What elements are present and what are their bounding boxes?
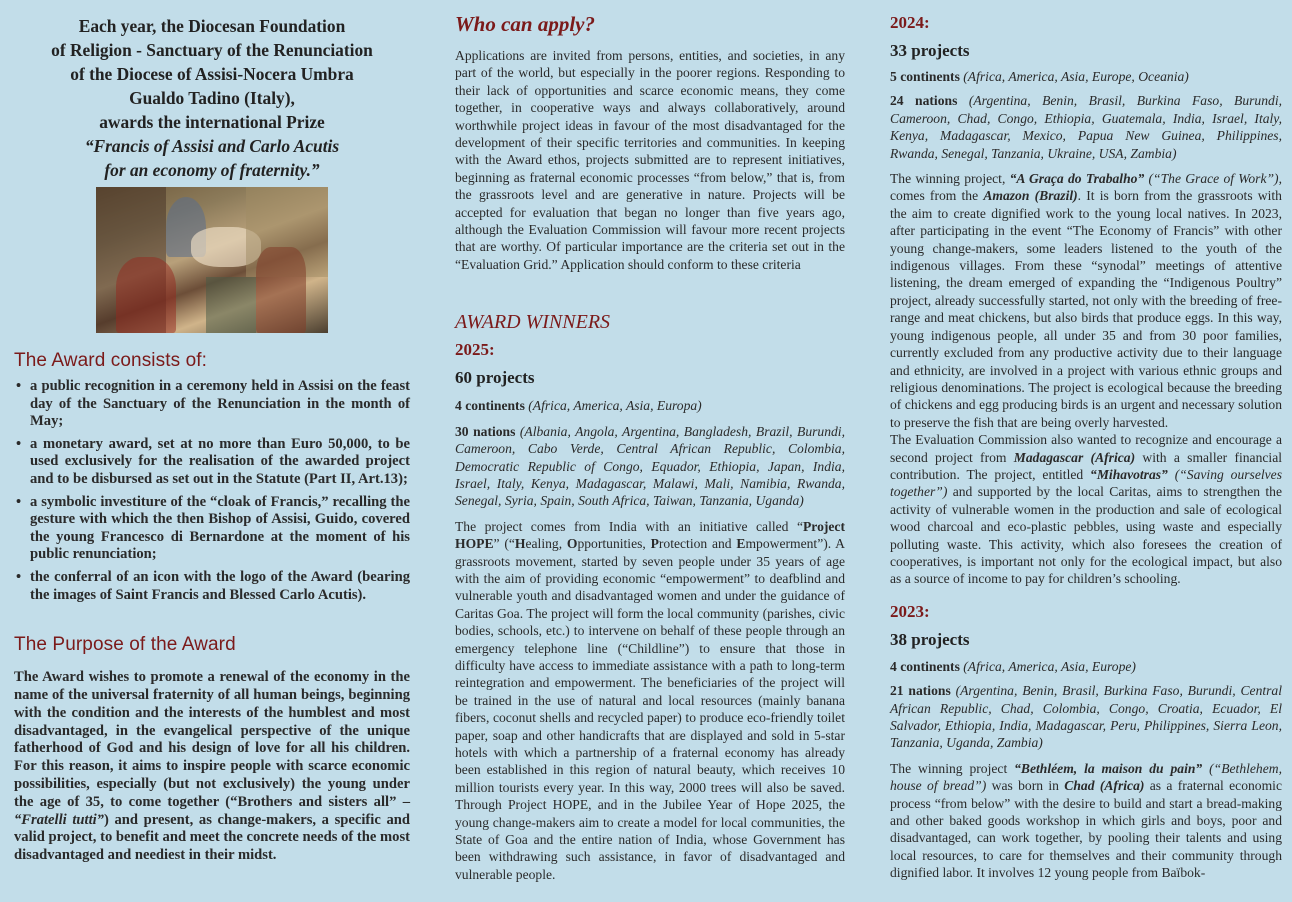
second-project-2024-text: The Evaluation Commission also wanted to recognize and encourage a second project from Madagascar (Africa) with a smaller financial contribution. The project, entitled “Mihavotras” (“Saving ourselves together”) and supported by the local Caritas, aims to strengthen the activity of vulnerable women in the production and sale of ecological wood charcoal and eco-plastic pebbles, using waste and especially polluting waste. This activity, which also foresees the creation of cooperatives, is important not only for the ecological impact, but also as a source of income to pay for children’s schooling. bbox=[890, 432, 1282, 587]
who-can-apply-heading: Who can apply? bbox=[455, 12, 596, 36]
nations-2023: 21 nations (Argentina, Benin, Brasil, Burkina Faso, Burundi, Central African Republic, Chad, Colombia, Congo, Croatia, Ecuador, El Salvador, Ethiopia, India, Madagascar, Peru, Philippines, Sierra Leon, Tanzania, Uganda, Zambia) bbox=[890, 683, 1283, 751]
intro-line: of Religion - Sanctuary of the Renunciation bbox=[51, 40, 373, 60]
projects-count-2024: 33 projects bbox=[890, 41, 970, 60]
prize-name-line: for an economy of fraternity.” bbox=[104, 160, 320, 180]
projects-count-2023: 38 projects bbox=[890, 629, 970, 649]
list-item: • a monetary award, set at no more than Euro 50,000, to be used exclusively for the realisation of the awarded project and to be disbursed as set out in the Statute (Part II, Art.13); bbox=[16, 435, 410, 487]
list-item: • a symbolic investiture of the “cloak of Francis,” recalling the gesture with which the then Bishop of Assisi, Guido, covered the young Francesco di Bernardone at the moment of his public renunciation; bbox=[16, 493, 410, 563]
nations-2024: 24 nations (Argentina, Benin, Brasil, Burkina Faso, Burundi, Cameroon, Chad, Congo, Ethiopia, Guatemala, India, Israel, Italy, Kenya, Madagascar, Mexico, Papua New Guinea, Philippines, Rwanda, Senegal, Tanzania, Ukraine, USA, Zambia) bbox=[890, 93, 1283, 161]
project-hope-text: The project comes from India with an initiative called “Project HOPE” (“Healing, Opportunities, Protection and Empowerment”). A grassroots movement, started by seven people under 35 years of age with the aim of providing economic “empowerment” to deafblind and vulnerable youth and disadvantaged women and under the guidance of Caritas Goa. The project will form the local community (parishes, civic bodies, schools, etc.) to intervene on behalf of these people through an emergency telephone line (“Childline”) to ensure that those in difficulty have access to immediate assistance with a path to long-term reintegration and empowerment. The beneficiaries of the project will be trained in the use of natural and local resources (mainly banana fibers, coconut shells and recycled paper) to produce eco-friendly toilet paper, soap and other handicrafts that are displayed and sold in 5-star hotels with which a partnership of a fraternal economy has already been established in this region of natural beauty, which receives 10 million tourists every year. In this way, 2000 trees will also be saved. Through Project HOPE, and in the Jubilee Year of Hope 2025, the young change-makers aim to create a model for local communities, the State of Goa and the entire nation of India, whose Government has been withdrawing such assistance, in favor of disadvantaged and vulnerable people. bbox=[455, 518, 845, 882]
intro-heading bbox=[14, 14, 410, 182]
middle-column bbox=[455, 0, 845, 883]
purpose-text: The Award wishes to promote a renewal of the economy in the name of the universal fraternity of all human beings, beginning with the condition and the interests of the humblest and most disadvantaged, in the evangelical perspective of the unique fatherhood of God and his design of love for all his children. For this reason, it aims to inspire people with scarce economic possibilities, especially (but not exclusively) the young under the age of 35, to come together (“Brothers and sisters all” – “Fratelli tutti”) and present, as change-makers, a specific and valid project, to benefit and meet the concrete needs of the most disadvantaged and neediest in their midst. bbox=[14, 669, 410, 864]
nations-2025: 30 nations (Albania, Angola, Argentina, Bangladesh, Brazil, Burundi, Cameroon, Cabo Verde, Central African Republic, Colombia, Democratic Republic of Congo, Equador, Ethiopia, Japan, India, Israel, Italy, Kenya, Madagascar, Malawi, Mali, Namibia, Rwanda, Senegal, Syria, Spain, South Africa, Taiwan, Tanzania, Uganda) bbox=[455, 423, 845, 509]
intro-line: Each year, the Diocesan Foundation bbox=[78, 16, 346, 36]
continents-2024: 5 continents (Africa, America, Asia, Europe, Oceania) bbox=[890, 69, 1189, 84]
continents-2023: 4 continents (Africa, America, Asia, Europe) bbox=[890, 658, 1136, 674]
list-item: • a public recognition in a ceremony held in Assisi on the feast day of the Sanctuary of the Renunciation in the month of May; bbox=[16, 378, 410, 430]
prize-name-line: “Francis of Assisi and Carlo Acutis bbox=[84, 136, 340, 156]
intro-line: awards the international Prize bbox=[99, 112, 325, 132]
left-column bbox=[14, 0, 410, 865]
list-item: • the conferral of an icon with the logo of the Award (bearing the images of Saint Francis and Blessed Carlo Acutis). bbox=[16, 568, 410, 603]
year-2023: 2023: bbox=[890, 601, 930, 621]
winner-2024-text: The winning project, “A Graça do Trabalho” (“The Grace of Work”), comes from the Amazon (Brazil). It is born from the grassroots with the aim to create dignified work to the young local natives. In 2023, after participating in the event “The Economy of Francis” with other young change-makers, some leaders listened to the youth of the indigenous villages. From these “synodal” meetings of attentive listening, the dream emerged of expanding the “Indigenous Poultry” project, already successfully started, not only with the breeding of free-range and meat chickens, but also birds that produce eggs. In this way, young indigenous people, all under 35 and from 30 poor families, currently excluded from any productive activity due to their language and ethnicity, are involved in a project with various ethnic groups and religious denominations. The project is ecological because the breeding of chickens and egg producing birds is an urgent and necessary solution to preserve the fish that are being overly harvested. bbox=[890, 171, 1282, 430]
continents-2025: 4 continents (Africa, America, Asia, Europa) bbox=[455, 398, 702, 414]
winner-2023-text: The winning project “Bethléem, la maison du pain” (“Bethlehem, house of bread”) was born in Chad (Africa) as a fraternal economic process “from below” with the desire to build and start a bread-making and other baked goods workshop in which girls and boys, poor and disadvantaged, can work together, by pooling their talents and using local resources, to care for themselves and their community through dignified labor. It involves 12 young people from Baïbok- bbox=[890, 760, 1282, 881]
who-can-apply-text: Applications are invited from persons, entities, and societies, in any part of the world, but especially in the poorer regions. Responding to their lack of opportunities and scarce economic means, they come together, in cooperative ways and always collaboratively, around worthwhile project ideas in favour of the most disadvantaged for the development of their specific territories and communities. In keeping with the Award ethos, projects submitted are to represent initiatives, beginning as fraternal economic processes “from below,” that is, from the grassroots level and are generative in nature. Projects will be accepted for evaluation that began no longer than five years ago, although the Evaluation Commission will favour more recent projects that are worthy. Of particular importance are the criteria set out in the “Evaluation Grid.” Application should conform to these criteria bbox=[455, 48, 845, 272]
purpose-heading: The Purpose of the Award bbox=[14, 634, 236, 656]
award-winners-heading: AWARD WINNERS bbox=[455, 311, 611, 334]
year-2025: 2025: bbox=[455, 340, 495, 360]
right-column bbox=[890, 0, 1282, 882]
renunciation-painting-image bbox=[96, 187, 328, 333]
year-2024: 2024: bbox=[890, 13, 930, 32]
intro-line: of the Diocese of Assisi-Nocera Umbra bbox=[70, 64, 354, 84]
award-list bbox=[14, 378, 410, 604]
award-heading: The Award consists of: bbox=[14, 350, 207, 371]
projects-count-2025: 60 projects bbox=[455, 368, 535, 388]
intro-line: Gualdo Tadino (Italy), bbox=[129, 88, 295, 108]
